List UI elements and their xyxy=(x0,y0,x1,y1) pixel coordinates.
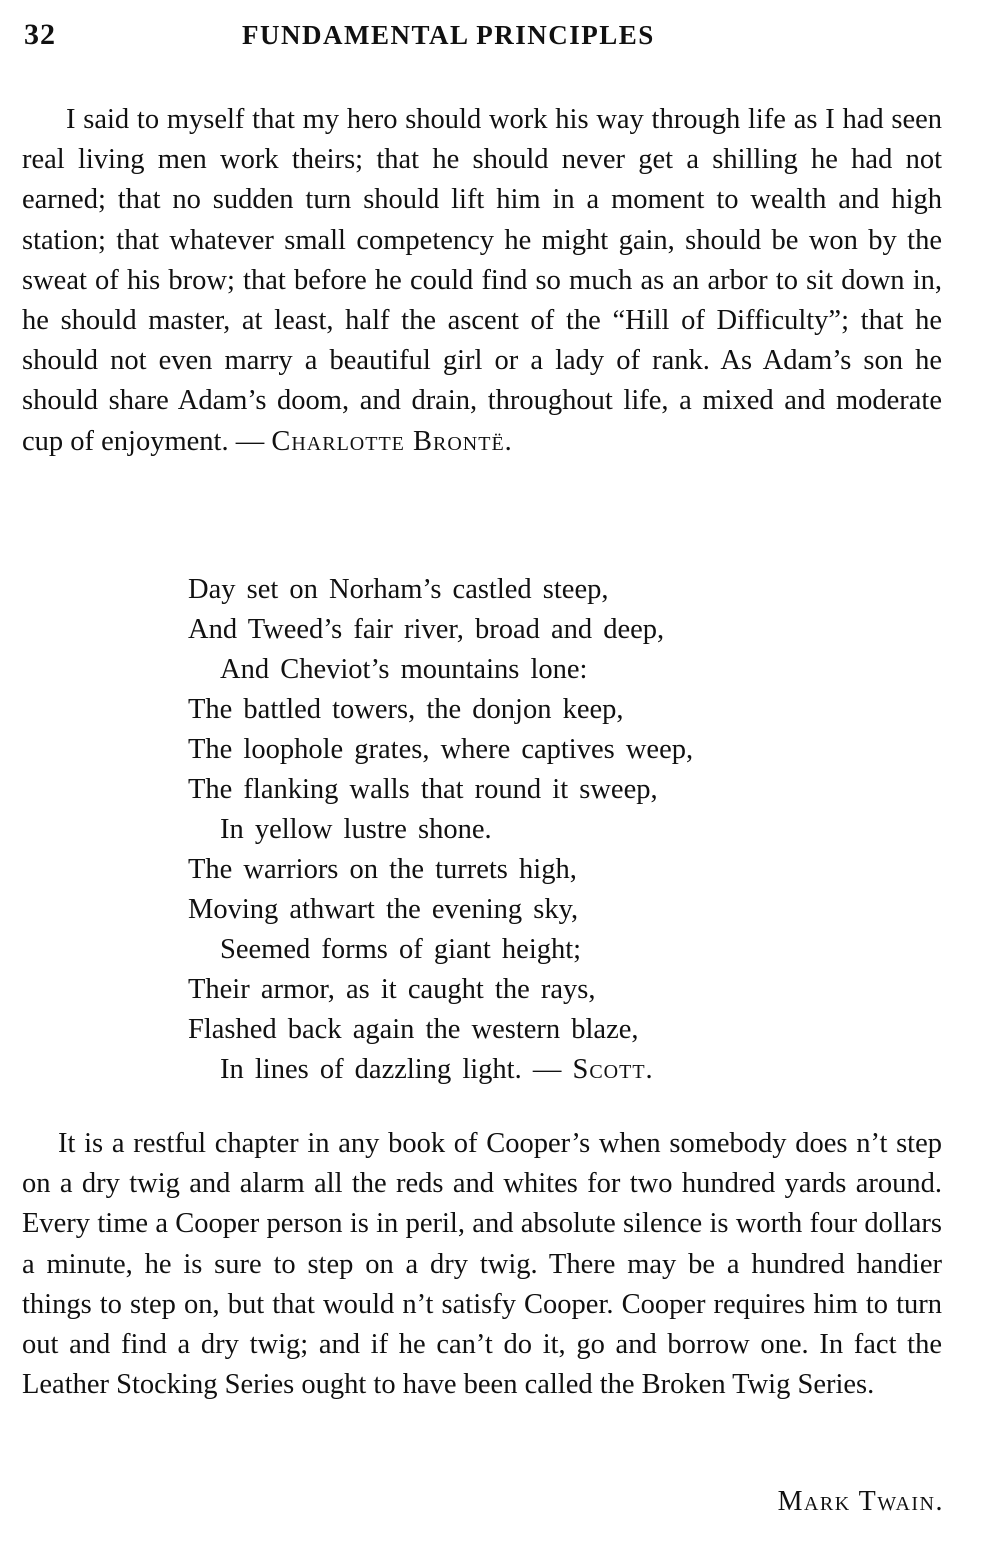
twain-passage xyxy=(22,1124,942,1405)
poem-line: The warriors on the turrets high, xyxy=(188,854,577,885)
scott-attribution: Scott. xyxy=(572,1054,654,1085)
bronte-text: I said to myself that my hero should work his way through life as I had seen real living men work theirs; that he should never get a shilling he had not earned; that no sudden turn should lift him in a moment to wealth and high station; that whatever small competency he might gain, should be won by the sweat of his brow; that before he could find so much as an arbor to sit down in, he should master, at least, half the ascent of the “Hill of Difficulty”; that he should not even marry a beautiful girl or a lady of rank. As Adam’s son he should share Adam’s doom, and drain, throughout life, a mixed and moderate cup of enjoyment. — xyxy=(22,104,942,457)
poem-line: And Tweed’s fair river, broad and deep, xyxy=(188,614,665,645)
poem-line: The battled towers, the donjon keep, xyxy=(188,694,624,725)
twain-paragraph: It is a restful chapter in any book of Cooper’s when somebody does n’t step on a dry twig and alarm all the reds and whites for two hundred yards around. Every time a Cooper person is in peril, and absolute silence is worth four dollars a minute, he is sure to step on a dry twig. There may be a hundred handier things to step on, but that would n’t satisfy Cooper. Cooper requires him to turn out and find a dry twig; and if he can’t do it, go and borrow one. In fact the Leather Stocking Series ought to have been called the Broken Twig Series. xyxy=(22,1128,942,1401)
bronte-attribution: Charlotte Brontë. xyxy=(271,425,513,457)
scott-poem xyxy=(188,570,888,1090)
bronte-passage xyxy=(22,100,942,462)
poem-line: Seemed forms of giant height; xyxy=(220,934,582,965)
poem-line: The loophole grates, where captives weep, xyxy=(188,734,694,765)
poem-line-text: In lines of dazzling light. — xyxy=(220,1054,573,1085)
poem-line: The flanking walls that round it sweep, xyxy=(188,774,658,805)
poem-line: Flashed back again the western blaze, xyxy=(188,1014,639,1045)
poem-line: Day set on Norham’s castled steep, xyxy=(188,574,609,605)
poem-line: Their armor, as it caught the rays, xyxy=(188,974,596,1005)
poem-line: Moving athwart the evening sky, xyxy=(188,894,579,925)
page-header xyxy=(24,18,944,62)
poem-line: In yellow lustre shone. xyxy=(220,814,492,845)
bronte-paragraph xyxy=(22,100,942,462)
twain-attribution: Mark Twain. xyxy=(777,1486,944,1517)
page-number: 32 xyxy=(24,18,56,51)
running-head: FUNDAMENTAL PRINCIPLES xyxy=(242,20,655,50)
poem-line: And Cheviot’s mountains lone: xyxy=(220,654,588,685)
poem-line-last xyxy=(188,1050,888,1090)
